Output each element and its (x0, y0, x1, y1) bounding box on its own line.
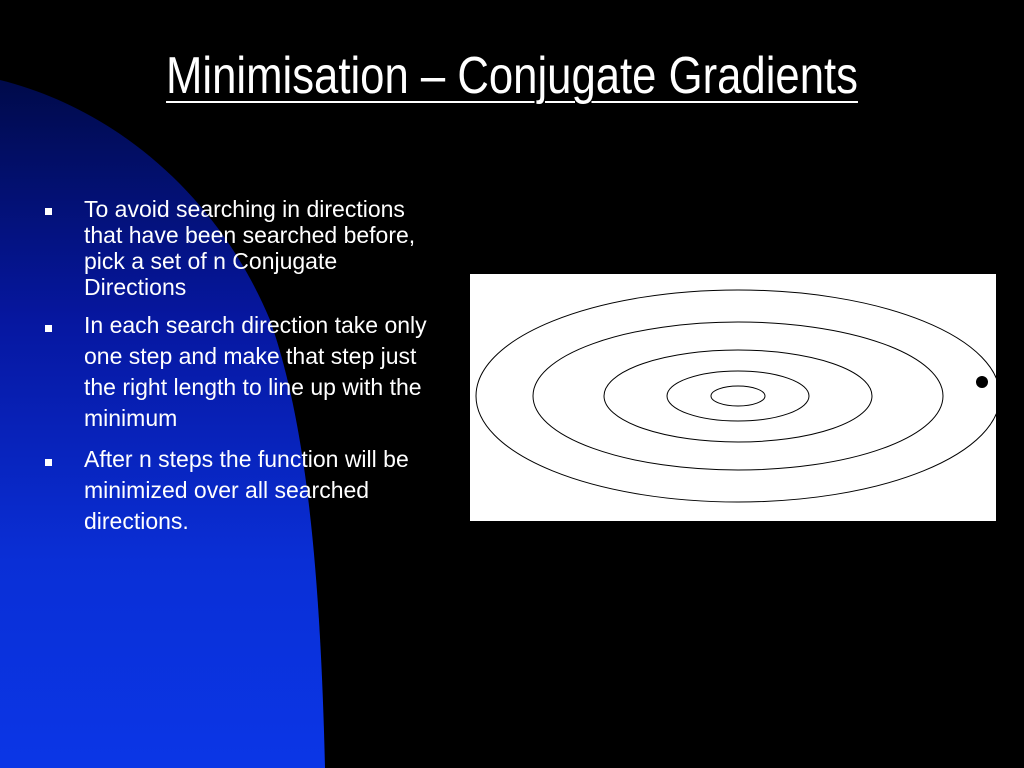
bullet-item (44, 310, 444, 434)
square-bullet-icon (45, 325, 52, 332)
bullet-text: To avoid searching in directions that have been searched before, pick a set of n Conjugate Directions (84, 196, 416, 300)
contour-ellipse-inner (711, 386, 765, 406)
square-bullet-icon (45, 459, 52, 466)
start-point-dot-icon (976, 376, 988, 388)
bullet-item (44, 444, 444, 537)
page-title (82, 44, 942, 108)
page-title-text: Minimisation – Conjugate Gradients (166, 47, 858, 105)
bullet-text: After n steps the function will be minimized over all searched directions. (84, 446, 409, 534)
contour-ellipse-third (604, 350, 872, 442)
square-bullet-icon (45, 208, 52, 215)
bullet-text: In each search direction take only one step and make that step just the right length to line up with the minimum (84, 312, 427, 431)
contour-ellipse-second (533, 322, 943, 470)
bullet-item (44, 194, 444, 300)
bullet-list (44, 194, 444, 547)
contour-plot (470, 274, 996, 521)
contour-figure (470, 274, 996, 521)
contour-ellipse-fourth (667, 371, 809, 421)
